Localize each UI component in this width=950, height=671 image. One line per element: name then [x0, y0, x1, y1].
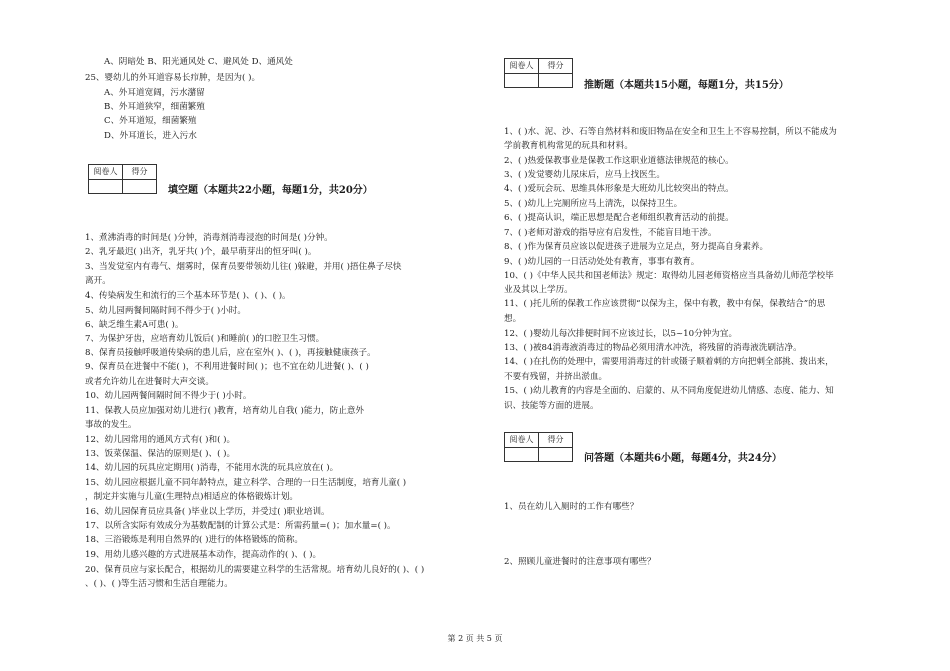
judge-question-line: 15、( )幼儿教育的内容是全面的、启蒙的、从不同角度促进幼儿情感、态度、能力、知	[504, 386, 834, 396]
qa-question: 2、照顾儿童进餐时的注意事项有哪些？	[504, 557, 656, 567]
fill-question-line: 10、幼儿园两餐间隔时间不得少于( )小时。	[85, 391, 252, 401]
fill-question-line: 13、饭菜保温、保洁的原则是( )、( )。	[85, 449, 236, 459]
fill-question-line: 或者允许幼儿在进餐时大声交谈。	[85, 377, 214, 387]
option-line: A、外耳道宽阔，污水潴留	[104, 88, 205, 98]
judge-question-line: 2、( )热爱保教事业是保教工作这职业道德法律规范的核心。	[504, 156, 734, 166]
judge-question-line: 想。	[504, 314, 522, 324]
fill-question-line: 20、保育员应与家长配合，根据幼儿的需要建立科学的生活常规。培育幼儿良好的( )、( )	[85, 565, 425, 575]
score-box-blank	[88, 179, 157, 194]
judge-question-line: 7、( )老师对游戏的指导应有启发性，不能盲目地干涉。	[504, 228, 717, 238]
fill-question-line: 11、保教人员应加强对幼儿进行( )教育，培育幼儿自我( )能力，防止意外	[85, 406, 365, 416]
section-title-fill: 填空题（本题共22小题，每题1分，共20分）	[168, 185, 373, 196]
judge-question-line: 6、( )提高认识，端正思想是配合老师组织教育活动的前提。	[504, 213, 734, 223]
score-header-score: 得分	[547, 435, 564, 444]
judge-question-line: 识、技能等方面的进展。	[504, 401, 599, 411]
fill-question-line: 离开。	[85, 276, 111, 286]
judge-question-line: 5、( )幼儿上完厕所应马上清洗，以保持卫生。	[504, 199, 683, 209]
fill-question-line: 16、幼儿园保育员应具备( )毕业以上学历，并受过( )职业培训。	[85, 507, 330, 517]
fill-question-line: 、( )、( )等生活习惯和生活自理能力。	[85, 579, 233, 589]
qa-question: 1、员在幼儿入厕时的工作有哪些？	[504, 502, 639, 512]
fill-question-line: 9、保育员在进餐中不能( )，不利用进餐时间( )；也不宜在幼儿进餐( )、( )	[85, 362, 369, 372]
fill-question-line: 7、为保护牙齿，应培育幼儿饭后( )和睡前( )的口腔卫生习惯。	[85, 334, 325, 344]
judge-question-line: 13、( )被84消毒液消毒过的物品必须用清水冲洗，将残留的消毒液洗刷洁净。	[504, 343, 802, 353]
question-line: 25、婴幼儿的外耳道容易长疖肿，是因为( )。	[85, 73, 261, 83]
score-header-grader: 阅卷人	[505, 59, 539, 73]
judge-question-line: 不要有残留，并挤出淤血。	[504, 372, 608, 382]
judge-question-line: 3、( )发觉婴幼儿尿床后，应马上找医生。	[504, 170, 665, 180]
page-footer: 第 2 页 共 5 页	[447, 634, 503, 643]
fill-question-line: 14、幼儿园的玩具应定期用( )消毒，不能用水洗的玩具应放在( )。	[85, 463, 339, 473]
section-title-judge: 推断题（本题共15小题，每题1分，共15分）	[584, 80, 789, 91]
option-line: D、外耳道长，进入污水	[104, 131, 197, 141]
fill-question-line: 15、幼儿园应根据儿童不同年龄特点，建立科学、合理的一日生活制度，培育儿童( )	[85, 478, 407, 488]
judge-question-line: 8、( )作为保育员应该以促进孩子进展为立足点，努力提高自身素养。	[504, 242, 769, 252]
judge-question-line: 业及其以上学历。	[504, 285, 573, 295]
option-line: B、外耳道狭窄，细菌繁殖	[104, 102, 205, 112]
fill-question-line: 17、以所含实际有效成分为基数配制的计算公式是：所需药量=( )；加水量=( )。	[85, 521, 396, 531]
score-header-score: 得分	[547, 61, 564, 70]
score-box-blank	[504, 73, 573, 88]
fill-question-line: 18、三浴锻炼是利用自然界的( )进行的体格锻炼的简称。	[85, 535, 304, 545]
score-header-score: 得分	[131, 167, 148, 176]
option-line: A、阴暗处 B、阳光通风处 C、避风处 D、通风处	[104, 57, 293, 67]
judge-question-line: 学前教育机构常见的玩具和材料。	[504, 141, 633, 151]
score-box	[504, 58, 573, 74]
fill-question-line: ，制定并实施与儿童(生理特点)相适应的体格锻炼计划。	[85, 492, 298, 502]
fill-question-line: 12、幼儿园常用的通风方式有( )和( )。	[85, 435, 236, 445]
score-header-grader: 阅卷人	[505, 433, 539, 447]
fill-question-line: 2、乳牙最迟( )出齐，乳牙共( )个，最早萌芽出的恒牙叫( )。	[85, 247, 317, 257]
fill-question-line: 5、幼儿园两餐间隔时间不得少于( )小时。	[85, 306, 246, 316]
fill-question-line: 19、用幼儿感兴趣的方式进展基本动作，提高动作的( )、( )。	[85, 550, 322, 560]
judge-question-line: 12、( )婴幼儿每次排便时间不应该过长，以5~10分钟为宜。	[504, 329, 738, 339]
option-line: C、外耳道短，细菌繁殖	[104, 116, 197, 126]
judge-question-line: 14、( )在扎伤的处理中，需要用消毒过的针或镊子顺着刺的方向把刺全部挑、拨出来，	[504, 357, 834, 367]
fill-question-line: 4、传染病发生和流行的三个基本环节是( )、( )、( )。	[85, 291, 291, 301]
fill-question-line: 8、保育员接触呼吸道传染病的患儿后，应在室外( )、( )，再接触健康孩子。	[85, 348, 376, 358]
fill-question-line: 3、当发觉室内有毒气、烟雾时，保育员要带领幼儿往( )躲避，并用( )捂住鼻子尽快	[85, 262, 402, 272]
judge-question-line: 11、( )托儿所的保教工作应该贯彻“以保为主，保中有教，教中有保，保教结合”的思	[504, 299, 826, 309]
judge-question-line: 4、( )爱玩会玩、思维具体形象是大班幼儿比较突出的特点。	[504, 184, 734, 194]
judge-question-line: 1、( )水、泥、沙、石等自然材料和废旧物品在安全和卫生上不容易控制，所以不能成为	[504, 127, 837, 137]
score-box	[504, 432, 573, 448]
score-box	[88, 164, 157, 180]
section-title-qa: 问答题（本题共6小题，每题4分，共24分）	[584, 453, 782, 464]
judge-question-line: 10、( )《中华人民共和国老师法》规定：取得幼儿园老师资格应当具备幼儿师范学校毕	[504, 271, 834, 281]
score-box-blank	[504, 447, 573, 462]
score-header-grader: 阅卷人	[89, 165, 123, 179]
judge-question-line: 9、( )幼儿园的一日活动处处有教育，事事有教育。	[504, 257, 700, 267]
fill-question-line: 1、煮沸消毒的时间是( )分钟，消毒剂消毒浸泡的时间是( )分钟。	[85, 233, 333, 243]
fill-question-line: 事故的发生。	[85, 420, 137, 430]
fill-question-line: 6、缺乏维生素A可患( )。	[85, 320, 184, 330]
